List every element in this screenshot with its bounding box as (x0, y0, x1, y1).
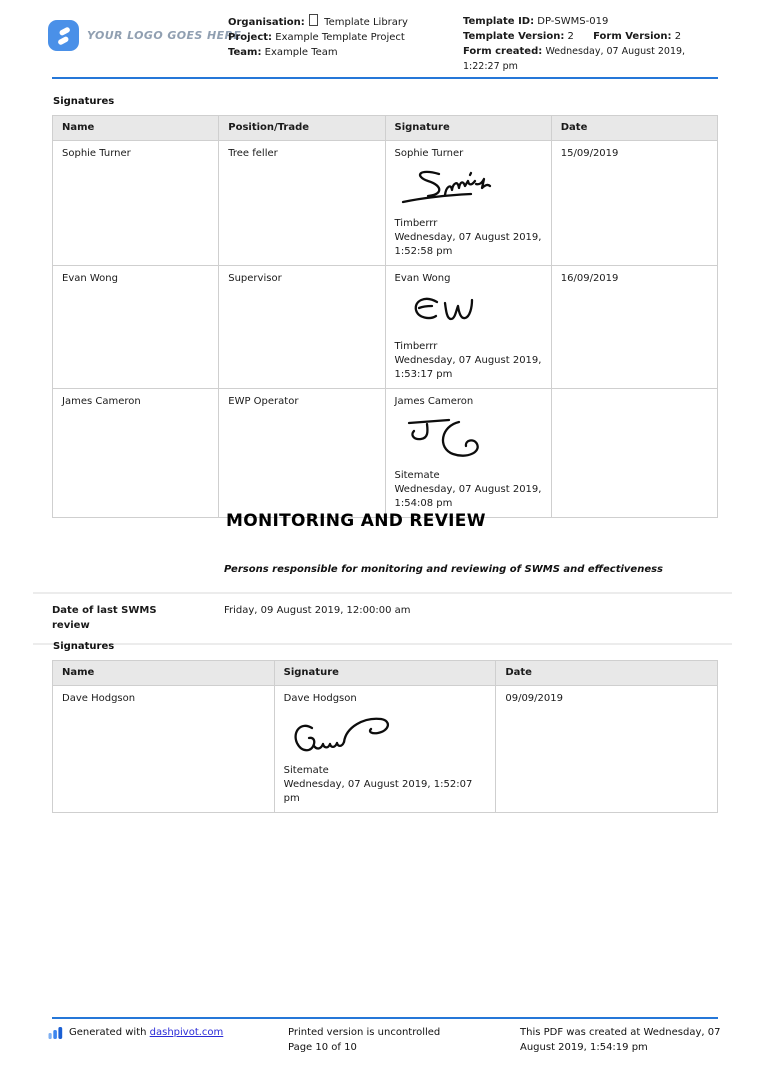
signatures-table (52, 115, 718, 518)
cell-date: 16/09/2019 (551, 266, 717, 389)
project-line (228, 30, 458, 45)
signature-timestamp: Wednesday, 07 August 2019, 1:52:58 pm (394, 232, 542, 257)
section-subtitle: Persons responsible for monitoring and reviewing of SWMS and effectiveness (224, 564, 664, 575)
footer-printed-block (288, 1025, 440, 1055)
form-version-value: 2 (674, 31, 682, 42)
cell-signature (385, 389, 551, 518)
team-value: Example Team (264, 47, 338, 58)
cell-position: Supervisor (219, 266, 385, 389)
team-line (228, 45, 458, 60)
organisation-value: Template Library (324, 17, 408, 28)
review-signatures-table (52, 660, 718, 813)
template-version-value: 2 (567, 31, 574, 42)
signatures-section-label: Signatures (53, 96, 115, 107)
printed-version-text: Printed version is uncontrolled (288, 1027, 441, 1038)
col-header-name: Name (53, 661, 275, 686)
signature-company: Sitemate (394, 470, 440, 481)
table-header-row (53, 116, 718, 141)
signature-timestamp: Wednesday, 07 August 2019, 1:53:17 pm (394, 355, 542, 380)
generated-with-text: Generated with (69, 1027, 147, 1038)
handwritten-signature-ew (399, 292, 503, 336)
cell-signature (274, 686, 496, 813)
cell-date: 15/09/2019 (551, 141, 717, 266)
cell-name: James Cameron (53, 389, 219, 518)
form-created-value: Wednesday, 07 August 2019, 1:22:27 pm (463, 46, 686, 72)
col-header-signature: Signature (274, 661, 496, 686)
logo-mark-icon (48, 20, 79, 51)
bar-chart-icon (48, 1025, 63, 1040)
table-row (53, 389, 718, 518)
signature-company: Sitemate (283, 765, 329, 776)
form-created-label: Form created: (463, 46, 543, 57)
handwritten-signature-sophie (399, 167, 503, 213)
version-line (463, 29, 719, 44)
col-header-position: Position/Trade (219, 116, 385, 141)
col-header-signature: Signature (385, 116, 551, 141)
header-project-block (228, 14, 458, 60)
review-signatures-section-label: Signatures (53, 641, 115, 652)
table-header-row (53, 661, 718, 686)
footer-generated (48, 1025, 223, 1040)
signature-signer-name: James Cameron (394, 396, 474, 407)
section-heading: MONITORING AND REVIEW (226, 511, 486, 531)
cell-date: 09/09/2019 (496, 686, 718, 813)
logo-s-glyph (54, 26, 74, 46)
cell-date (551, 389, 717, 518)
date-of-last-review-label: Date of last SWMS review (52, 605, 157, 631)
handwritten-signature-jc (399, 415, 503, 465)
signature-signer-name: Sophie Turner (394, 148, 464, 159)
logo (48, 20, 241, 51)
footer-created-block: This PDF was created at Wednesday, 07 August 2019, 1:54:19 pm (520, 1027, 721, 1053)
form-version-label: Form Version: (593, 31, 672, 42)
table-row (53, 266, 718, 389)
footer-divider (52, 1017, 718, 1019)
signature-timestamp: Wednesday, 07 August 2019, 1:52:07 pm (283, 779, 473, 804)
logo-placeholder-text: YOUR LOGO GOES HERE (87, 29, 242, 42)
project-value: Example Template Project (275, 32, 405, 43)
cell-signature (385, 266, 551, 389)
cell-signature (385, 141, 551, 266)
template-version-label: Template Version: (463, 31, 565, 42)
cell-name: Evan Wong (53, 266, 219, 389)
table-row (53, 141, 718, 266)
cell-name: Dave Hodgson (53, 686, 275, 813)
organisation-label: Organisation: (228, 17, 305, 28)
team-label: Team: (228, 47, 262, 58)
col-header-name: Name (53, 116, 219, 141)
cell-name: Sophie Turner (53, 141, 219, 266)
signature-timestamp: Wednesday, 07 August 2019, 1:54:08 pm (394, 484, 542, 509)
page-number-text: Page 10 of 10 (288, 1042, 357, 1053)
cell-position: Tree feller (219, 141, 385, 266)
signature-company: Timberrr (394, 341, 438, 352)
header-divider (52, 77, 718, 79)
col-header-date: Date (551, 116, 717, 141)
handwritten-signature-dave (288, 712, 408, 760)
organisation-line (228, 14, 458, 30)
template-id-label: Template ID: (463, 16, 535, 27)
signature-company: Timberrr (394, 218, 438, 229)
template-id-value: DP-SWMS-019 (537, 16, 609, 27)
cell-position: EWP Operator (219, 389, 385, 518)
signature-signer-name: Evan Wong (394, 273, 451, 284)
date-of-last-review-value: Friday, 09 August 2019, 12:00:00 am (224, 605, 411, 616)
date-of-last-review-row (33, 592, 732, 645)
form-created-line (463, 44, 719, 74)
dashpivot-link[interactable]: dashpivot.com (149, 1027, 224, 1038)
project-label: Project: (228, 32, 273, 43)
missing-glyph-icon (309, 14, 318, 26)
col-header-date: Date (496, 661, 718, 686)
template-id-line (463, 14, 719, 29)
header-template-block (463, 14, 719, 74)
signature-signer-name: Dave Hodgson (283, 693, 357, 704)
table-row (53, 686, 718, 813)
